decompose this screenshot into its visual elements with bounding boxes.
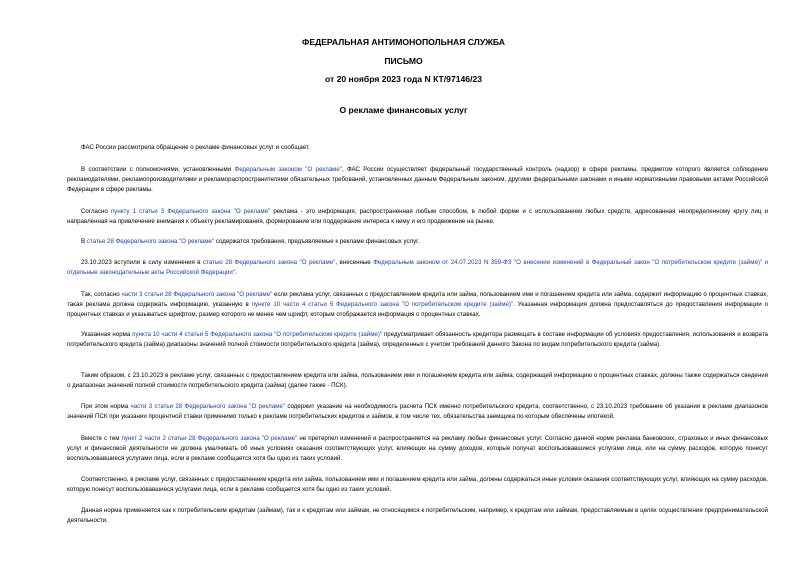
paragraph-6 xyxy=(67,290,768,321)
paragraph-text: ФАС России рассмотрела обращение о рекламе финансовых услуг и сообщает. xyxy=(81,144,310,151)
paragraph-text: Данная норма применяется как к потребительским кредитам (займам), так и к кредитам или займам, не относящимся к потребительским, например, к кредитам или займам, предоставляемым в целях осуществления предпринимательской деятельности. xyxy=(67,507,768,525)
document-date-number: от 20 ноября 2023 года N КТ/97146/23 xyxy=(324,74,483,84)
law-link-part-3-article-28-psk[interactable]: части 3 статьи 28 Федерального закона "О рекламе" xyxy=(130,403,285,410)
paragraph-text: если реклама услуг, связанных с предоставлением кредита или займа, пользованием ими и погашением кредита или займа, содержит информацию о процентных ставках, такая реклама должна содержать информацию, указанную в xyxy=(67,291,769,309)
paragraph-text: содержатся требования, предъявляемые к рекламе финансовых услуг. xyxy=(214,238,420,245)
document-type: ПИСЬМО xyxy=(384,56,423,66)
paragraph-text: Таким образом, с 23.10.2023 в рекламе услуг, связанных с предоставлением кредита или займа, пользованием ими и погашением кредита или займа, содержащей информацию о процентных ставках, должны также содержаться сведения о диапазонах значений полной стоимости потребительского кредита (займа) (далее также - ПСК). xyxy=(67,372,768,390)
law-link-consumer-credit-p10[interactable]: пункта 10 части 4 статьи 5 Федерального закона "О потребительском кредите (займе)" xyxy=(132,331,383,338)
paragraph-5 xyxy=(67,258,768,278)
paragraph-text: 23.10.2023 вступили в силу изменения в xyxy=(81,259,204,266)
paragraph-text: Вместе с тем xyxy=(81,435,122,442)
paragraph-text: не претерпел изменений и распространяется на рекламу любых финансовых услуг. Согласно данной норме реклама банковских, страховых и иных финансовых услуг и финансовой деятельности не должна умалчивать об иных условиях оказания соответствующих услуг, влияющих на сумму доходов, которые получат воспользовавшиеся услугами лица, или на сумму расходов, которую понесут воспользовавшиеся услугами лица, если в рекламе сообщается хотя бы одно из таких условий. xyxy=(67,435,768,463)
document-subject: О рекламе финансовых услуг xyxy=(339,105,468,115)
paragraph-text: предусматривает обязанность кредитора размещать в составе информации об условиях предоставления, использования и возврата потребительского кредита (займа) диапазоны значений полной стоимости потребительского кредита (займа), определенных с учетом требований данного Закона по видам потребительского кредита (займа). xyxy=(67,331,768,349)
paragraph-text: В xyxy=(81,238,87,245)
paragraph-text: Согласно xyxy=(81,208,111,215)
paragraph-11 xyxy=(67,475,768,495)
paragraph-3 xyxy=(67,207,768,227)
agency-title: ФЕДЕРАЛЬНАЯ АНТИМОНОПОЛЬНАЯ СЛУЖБА xyxy=(302,37,505,47)
law-link-part-3-article-28[interactable]: части 3 статьи 28 Федерального закона "О рекламе" xyxy=(121,291,273,298)
paragraph-text: В соответствии с полномочиями, установленными xyxy=(81,166,235,173)
paragraph-text: . Указанная информация должна предоставляться до предоставления информации о процентных ставках и указываться шрифтом, размер которого не менее чем шрифт, которым отображается информация о процентных ставках. xyxy=(67,301,768,319)
law-link-advertising[interactable]: Федеральным законом "О рекламе" xyxy=(234,166,342,173)
law-link-article-3[interactable]: пункту 1 статьи 3 Федерального закона "О рекламе" xyxy=(110,208,271,215)
law-link-part-2-article-28[interactable]: пункт 2 части 2 статьи 28 Федерального закона "О рекламе" xyxy=(121,435,298,442)
law-link-article-28-amend[interactable]: статью 28 Федерального закона "О рекламе" xyxy=(203,259,336,266)
paragraph-text: Указанная норма xyxy=(81,331,133,338)
paragraph-text: Так, согласно xyxy=(81,291,122,298)
paragraph-7 xyxy=(67,330,768,350)
paragraph-1 xyxy=(67,143,768,153)
paragraph-10 xyxy=(67,434,768,465)
paragraph-text: При этом норма xyxy=(81,403,131,410)
paragraph-text: , внесенные xyxy=(335,259,374,266)
paragraph-9 xyxy=(67,402,768,422)
paragraph-text: , ФАС России осуществляет федеральный государственный контроль (надзор) в сфере рекламы, предметом которого является соблюдение рекламодателями, рекламопроизводителями и рекламораспространителями обязательных требований, установленных данным Федеральным законом, другими федеральными законами и иными нормативными правовыми актами Российской Федерации в сфере рекламы. xyxy=(67,166,768,194)
paragraph-text: Соответственно, в рекламе услуг, связанных с предоставлением кредита или займа, пользованием ими и погашением кредита или займа, должны содержаться иные условия оказания соответствующих услуг, влияющих на сумму расходов, которую понесут воспользовавшиеся услугами лица, если в рекламе сообщается хотя бы одно из таких условий. xyxy=(67,476,768,494)
paragraph-text: содержит указание на необходимость расчета ПСК именно потребительского кредита, соответственно, с 23.10.2023 требование об указании в рекламе диапазонов значений ПСК при указании процентной ставки применимо только к рекламе потребительских кредитов и займов, в том числе тех, обязательства заемщика по которым обеспечены ипотекой. xyxy=(67,403,768,421)
paragraph-2 xyxy=(67,165,768,196)
paragraph-text: . xyxy=(235,269,237,277)
paragraph-4 xyxy=(67,237,768,247)
law-link-consumer-credit[interactable]: пункте 10 части 4 статьи 5 Федерального закона "О потребительском кредите (займе)" xyxy=(251,301,514,309)
paragraph-text: реклама - это информация, распространенная любым способом, в любой форме и с использованием любых средств, адресованная неопределенному кругу лиц и направленная на привлечение внимания к объекту рекламирования, формирование или поддержание интереса к нему и его продвижение на рынке. xyxy=(67,208,768,226)
paragraph-8 xyxy=(67,371,768,391)
paragraph-12 xyxy=(67,506,768,526)
law-link-359-fz[interactable]: Федеральным законом от 24.07.2023 N 359-ФЗ "О внесении изменений в Федеральный закон "О потребительском кредите (займе)" и отдельные законодательные акты Российской Федерации" xyxy=(67,259,768,277)
law-link-article-28[interactable]: статье 28 Федерального закона "О рекламе" xyxy=(86,238,215,245)
